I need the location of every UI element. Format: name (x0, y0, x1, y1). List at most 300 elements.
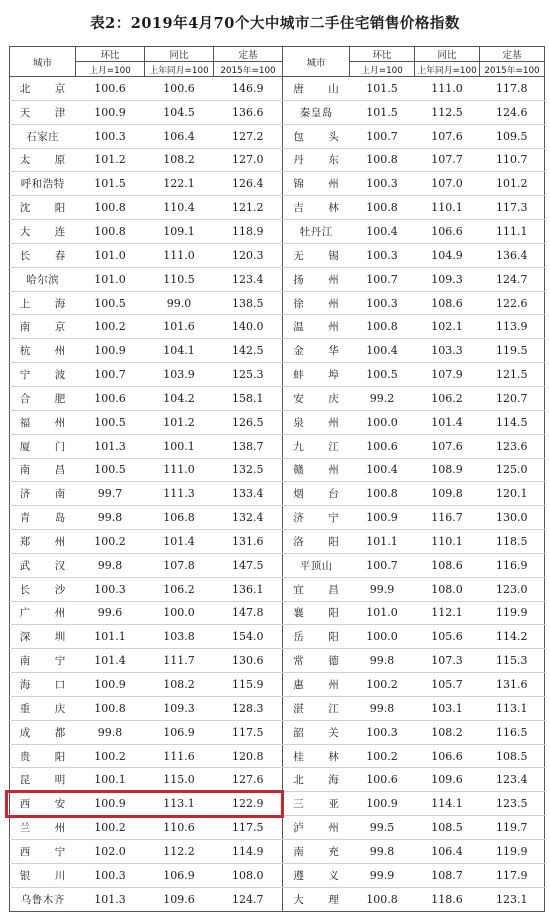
table-row (10, 744, 545, 768)
yoy-cell-left (145, 696, 214, 720)
table-row (10, 363, 545, 387)
city-cell-left (10, 530, 76, 554)
yoy-value: 109.3 (163, 701, 195, 715)
mom-cell-left (76, 625, 145, 649)
yoy-cell-left (145, 744, 214, 768)
mom-cell-right (350, 673, 415, 697)
city-name: 济南 (19, 488, 66, 501)
fixed-value: 120.7 (496, 391, 528, 405)
mom-value: 102.0 (94, 844, 126, 858)
mom-cell-left (76, 720, 145, 744)
city-cell-right (283, 100, 350, 124)
fixed-value: 114.5 (496, 415, 528, 429)
yoy-value: 109.1 (163, 224, 195, 238)
yoy-cell-right (415, 840, 480, 864)
mom-value: 100.2 (366, 678, 398, 692)
city-name: 郑州 (19, 535, 66, 548)
mom-cell-right (350, 363, 415, 387)
yoy-cell-left (145, 506, 214, 530)
mom-value: 101.1 (94, 630, 126, 644)
mom-value: 100.6 (366, 773, 398, 787)
yoy-cell-right (415, 363, 480, 387)
mom-cell-right (350, 696, 415, 720)
yoy-value: 103.1 (431, 701, 463, 715)
yoy-cell-left (145, 482, 214, 506)
mom-cell-right (350, 720, 415, 744)
yoy-value: 104.9 (431, 248, 463, 262)
mom-value: 101.5 (366, 105, 398, 119)
city-name: 金华 (293, 345, 340, 358)
table-row (10, 696, 545, 720)
yoy-cell-left (145, 649, 214, 673)
mom-value: 100.4 (366, 224, 398, 238)
yoy-cell-right (415, 196, 480, 220)
city-cell-right (283, 601, 350, 625)
mom-cell-left (76, 458, 145, 482)
fixed-cell-left (214, 363, 283, 387)
fixed-cell-left (214, 196, 283, 220)
yoy-value: 107.3 (431, 654, 463, 668)
mom-cell-right (350, 625, 415, 649)
city-name: 牡丹江 (299, 225, 333, 238)
table-row (10, 816, 545, 840)
yoy-cell-right (415, 792, 480, 816)
city-cell-right (283, 291, 350, 315)
yoy-cell-right (415, 77, 480, 101)
fixed-value: 118.9 (232, 224, 264, 238)
yoy-value: 108.0 (431, 582, 463, 596)
yoy-cell-right (415, 267, 480, 291)
yoy-cell-left (145, 816, 214, 840)
yoy-value: 101.4 (163, 534, 195, 548)
fixed-value: 121.5 (496, 368, 528, 382)
fixed-value: 158.1 (232, 391, 264, 405)
mom-cell-right (350, 124, 415, 148)
fixed-value: 140.0 (232, 320, 264, 334)
yoy-cell-left (145, 220, 214, 244)
mom-cell-left (76, 386, 145, 410)
fixed-value: 117.9 (496, 868, 528, 882)
fixed-value: 109.5 (496, 129, 528, 143)
mom-cell-left (76, 887, 145, 911)
fixed-cell-right (480, 148, 545, 172)
table-row (10, 315, 545, 339)
city-name: 徐州 (293, 297, 340, 310)
city-name: 南充 (293, 845, 340, 858)
fixed-cell-left (214, 339, 283, 363)
city-name: 无锡 (293, 249, 340, 262)
fixed-base-right: 2015年=100 (480, 62, 545, 77)
mom-cell-left (76, 172, 145, 196)
fixed-cell-right (480, 625, 545, 649)
city-cell-right (283, 768, 350, 792)
table-row (10, 768, 545, 792)
fixed-cell-right (480, 577, 545, 601)
yoy-value: 122.1 (163, 177, 195, 191)
city-cell-right (283, 196, 350, 220)
mom-value: 99.7 (97, 487, 123, 501)
city-cell-left (10, 840, 76, 864)
city-name: 南昌 (19, 464, 66, 477)
mom-cell-left (76, 124, 145, 148)
mom-cell-right (350, 840, 415, 864)
fixed-cell-left (214, 410, 283, 434)
city-name: 上海 (19, 297, 66, 310)
yoy-cell-right (415, 744, 480, 768)
yoy-value: 105.7 (431, 678, 463, 692)
city-name: 杭州 (19, 345, 66, 358)
fixed-value: 147.8 (232, 606, 264, 620)
city-cell-right (283, 863, 350, 887)
city-cell-right (283, 506, 350, 530)
yoy-value: 108.2 (163, 678, 195, 692)
city-cell-right (283, 696, 350, 720)
city-cell-left (10, 601, 76, 625)
fixed-cell-right (480, 243, 545, 267)
city-cell-left (10, 506, 76, 530)
yoy-value: 108.2 (163, 153, 195, 167)
mom-cell-left (76, 148, 145, 172)
city-cell-left (10, 148, 76, 172)
fixed-cell-left (214, 386, 283, 410)
fixed-cell-left (214, 863, 283, 887)
city-cell-right (283, 625, 350, 649)
yoy-value: 106.9 (163, 725, 195, 739)
fixed-cell-left (214, 220, 283, 244)
mom-value: 100.4 (366, 463, 398, 477)
fixed-value: 118.5 (496, 534, 528, 548)
city-cell-right (283, 792, 350, 816)
mom-cell-left (76, 196, 145, 220)
city-name: 桂林 (293, 750, 340, 763)
fixed-cell-right (480, 434, 545, 458)
city-cell-left (10, 124, 76, 148)
table-row (10, 840, 545, 864)
yoy-value: 106.6 (431, 749, 463, 763)
mom-value: 101.0 (366, 606, 398, 620)
fixed-cell-left (214, 291, 283, 315)
yoy-value: 110.1 (431, 201, 463, 215)
fixed-cell-left (214, 673, 283, 697)
fixed-value: 115.9 (232, 678, 264, 692)
fixed-cell-right (480, 77, 545, 101)
yoy-value: 116.7 (431, 511, 463, 525)
yoy-value: 109.6 (431, 773, 463, 787)
city-name: 襄阳 (293, 607, 340, 620)
city-cell-right (283, 434, 350, 458)
city-name: 成都 (19, 726, 66, 739)
yoy-value: 103.9 (163, 368, 195, 382)
fixed-cell-right (480, 863, 545, 887)
mom-value: 100.8 (366, 487, 398, 501)
fixed-cell-right (480, 172, 545, 196)
fixed-value: 119.9 (496, 844, 528, 858)
mom-cell-left (76, 434, 145, 458)
mom-cell-right (350, 553, 415, 577)
mom-cell-right (350, 434, 415, 458)
city-cell-left (10, 482, 76, 506)
fixed-cell-left (214, 649, 283, 673)
yoy-value: 106.6 (431, 224, 463, 238)
yoy-cell-left (145, 530, 214, 554)
city-name: 包头 (293, 130, 340, 143)
city-header-left: 城市 (10, 47, 76, 77)
yoy-cell-left (145, 887, 214, 911)
yoy-cell-right (415, 220, 480, 244)
fixed-value: 125.0 (496, 463, 528, 477)
yoy-cell-right (415, 673, 480, 697)
city-cell-right (283, 315, 350, 339)
fixed-value: 138.7 (232, 439, 264, 453)
fixed-cell-left (214, 696, 283, 720)
fixed-value: 117.3 (496, 201, 528, 215)
city-cell-left (10, 291, 76, 315)
fixed-cell-left (214, 243, 283, 267)
mom-value: 100.2 (94, 320, 126, 334)
fixed-cell-right (480, 267, 545, 291)
fixed-cell-left (214, 77, 283, 101)
city-name: 西宁 (19, 845, 66, 858)
mom-value: 100.8 (94, 701, 126, 715)
city-name: 锦州 (293, 178, 340, 191)
table-row (10, 148, 545, 172)
city-name: 温州 (293, 321, 340, 334)
fixed-value: 110.7 (496, 153, 528, 167)
mom-value: 100.9 (94, 344, 126, 358)
city-cell-right (283, 148, 350, 172)
yoy-value: 107.8 (163, 558, 195, 572)
table-row (10, 649, 545, 673)
yoy-cell-left (145, 291, 214, 315)
city-cell-right (283, 840, 350, 864)
table-row (10, 553, 545, 577)
fixed-cell-left (214, 434, 283, 458)
yoy-cell-left (145, 840, 214, 864)
fixed-cell-left (214, 458, 283, 482)
yoy-cell-left (145, 863, 214, 887)
fixed-cell-right (480, 768, 545, 792)
city-name: 宁波 (19, 369, 66, 382)
city-name: 扬州 (293, 273, 340, 286)
fixed-value: 132.5 (232, 463, 264, 477)
yoy-cell-right (415, 243, 480, 267)
yoy-cell-right (415, 649, 480, 673)
mom-cell-left (76, 768, 145, 792)
yoy-value: 101.6 (163, 320, 195, 334)
fixed-value: 101.2 (496, 177, 528, 191)
fixed-cell-left (214, 100, 283, 124)
mom-value: 99.9 (369, 582, 395, 596)
highlight-box (5, 790, 284, 818)
fixed-cell-left (214, 148, 283, 172)
yoy-cell-left (145, 577, 214, 601)
fixed-cell-left (214, 601, 283, 625)
table-row (10, 601, 545, 625)
mom-cell-right (350, 816, 415, 840)
mom-value: 100.6 (94, 391, 126, 405)
city-cell-left (10, 196, 76, 220)
table-row (10, 339, 545, 363)
city-cell-right (283, 887, 350, 911)
fixed-cell-left (214, 840, 283, 864)
mom-value: 99.8 (97, 511, 123, 525)
fixed-cell-left (214, 482, 283, 506)
mom-cell-left (76, 243, 145, 267)
city-cell-left (10, 220, 76, 244)
mom-value: 101.5 (366, 81, 398, 95)
fixed-cell-left (214, 625, 283, 649)
yoy-cell-left (145, 601, 214, 625)
city-name: 海口 (19, 679, 66, 692)
yoy-value: 112.5 (431, 105, 463, 119)
yoy-value: 110.1 (431, 534, 463, 548)
yoy-cell-right (415, 720, 480, 744)
fixed-cell-right (480, 601, 545, 625)
fixed-cell-right (480, 291, 545, 315)
yoy-value: 111.3 (163, 487, 195, 501)
city-name: 赣州 (293, 464, 340, 477)
mom-cell-right (350, 863, 415, 887)
city-cell-left (10, 673, 76, 697)
fixed-cell-left (214, 267, 283, 291)
fixed-cell-right (480, 386, 545, 410)
fixed-cell-right (480, 124, 545, 148)
yoy-cell-right (415, 506, 480, 530)
fixed-cell-left (214, 530, 283, 554)
fixed-value: 124.7 (232, 892, 264, 906)
mom-cell-right (350, 196, 415, 220)
mom-value: 100.9 (366, 511, 398, 525)
mom-cell-right (350, 410, 415, 434)
fixed-cell-left (214, 816, 283, 840)
city-name: 贵阳 (19, 750, 66, 763)
mom-cell-right (350, 458, 415, 482)
table-row (10, 77, 545, 101)
mom-cell-right (350, 482, 415, 506)
fixed-value: 136.6 (232, 105, 264, 119)
fixed-cell-right (480, 673, 545, 697)
city-name: 九江 (293, 440, 340, 453)
mom-value: 100.3 (94, 582, 126, 596)
mom-cell-right (350, 291, 415, 315)
yoy-value: 104.1 (163, 344, 195, 358)
city-cell-right (283, 577, 350, 601)
yoy-value: 107.7 (431, 153, 463, 167)
fixed-cell-right (480, 220, 545, 244)
city-name: 秦皇岛 (299, 106, 333, 119)
city-name: 西安 (19, 798, 66, 811)
fixed-cell-left (214, 315, 283, 339)
city-cell-right (283, 458, 350, 482)
mom-cell-right (350, 649, 415, 673)
yoy-cell-right (415, 625, 480, 649)
mom-value: 100.3 (94, 868, 126, 882)
mom-cell-right (350, 530, 415, 554)
fixed-cell-left (214, 744, 283, 768)
yoy-value: 112.2 (163, 844, 195, 858)
yoy-value: 112.1 (431, 606, 463, 620)
mom-cell-right (350, 887, 415, 911)
city-name: 吉林 (293, 202, 340, 215)
fixed-cell-right (480, 458, 545, 482)
city-name: 青岛 (19, 512, 66, 525)
fixed-cell-left (214, 887, 283, 911)
yoy-cell-left (145, 100, 214, 124)
table-row (10, 482, 545, 506)
city-name: 烟台 (293, 488, 340, 501)
fixed-value: 117.5 (232, 725, 264, 739)
mom-cell-right (350, 148, 415, 172)
fixed-cell-right (480, 649, 545, 673)
city-cell-left (10, 649, 76, 673)
fixed-cell-right (480, 339, 545, 363)
city-name: 湛江 (293, 702, 340, 715)
yoy-cell-right (415, 887, 480, 911)
fixed-header-right: 定基 (480, 47, 545, 62)
city-cell-right (283, 410, 350, 434)
fixed-value: 123.6 (496, 439, 528, 453)
mom-value: 100.0 (366, 415, 398, 429)
mom-cell-left (76, 530, 145, 554)
fixed-value: 114.2 (496, 630, 528, 644)
mom-header-left: 环比 (76, 47, 145, 62)
yoy-value: 108.9 (431, 463, 463, 477)
mom-cell-right (350, 220, 415, 244)
city-name: 安庆 (293, 392, 340, 405)
mom-cell-left (76, 863, 145, 887)
fixed-cell-right (480, 720, 545, 744)
fixed-value: 132.4 (232, 511, 264, 525)
fixed-value: 117.5 (232, 821, 264, 835)
mom-value: 101.5 (94, 177, 126, 191)
fixed-cell-left (214, 124, 283, 148)
fixed-base-left: 2015年=100 (214, 62, 283, 77)
fixed-cell-right (480, 315, 545, 339)
yoy-value: 110.6 (163, 821, 195, 835)
mom-value: 100.1 (94, 773, 126, 787)
yoy-value: 106.8 (163, 511, 195, 525)
yoy-value: 109.3 (431, 272, 463, 286)
fixed-value: 127.6 (232, 773, 264, 787)
yoy-value: 99.0 (166, 296, 192, 310)
city-name: 三亚 (293, 798, 340, 811)
fixed-value: 123.4 (496, 773, 528, 787)
yoy-value: 109.6 (163, 892, 195, 906)
city-name: 北海 (293, 774, 340, 787)
mom-value: 100.9 (94, 105, 126, 119)
city-name: 遵义 (293, 869, 340, 882)
mom-value: 99.8 (369, 654, 395, 668)
city-cell-right (283, 220, 350, 244)
city-cell-left (10, 315, 76, 339)
city-name: 昆明 (19, 774, 66, 787)
mom-cell-right (350, 768, 415, 792)
mom-value: 100.8 (366, 892, 398, 906)
city-cell-left (10, 887, 76, 911)
mom-value: 100.2 (94, 821, 126, 835)
city-cell-left (10, 553, 76, 577)
mom-cell-right (350, 386, 415, 410)
city-cell-left (10, 386, 76, 410)
mom-cell-left (76, 291, 145, 315)
city-name: 北京 (19, 82, 66, 95)
fixed-cell-right (480, 840, 545, 864)
table-row (10, 196, 545, 220)
table-body (10, 77, 545, 912)
fixed-value: 123.0 (496, 582, 528, 596)
yoy-cell-right (415, 768, 480, 792)
fixed-value: 138.5 (232, 296, 264, 310)
